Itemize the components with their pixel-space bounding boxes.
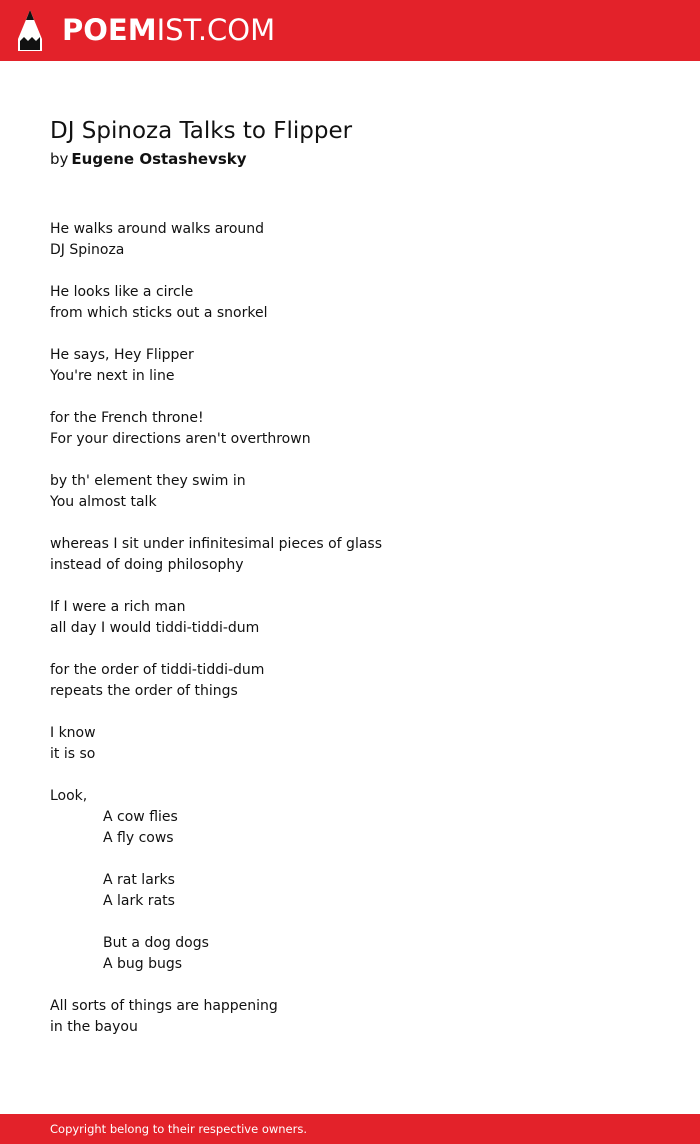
poem-stanza: [50, 723, 650, 765]
poem-stanza: [50, 870, 650, 912]
poem-line: DJ Spinoza: [50, 242, 125, 258]
poem-line: He walks around walks around: [50, 221, 265, 237]
poem-line: For your directions aren't overthrown: [50, 431, 311, 447]
poem-line: Look,: [50, 788, 88, 804]
poem-stanza: [50, 471, 650, 513]
site-logo[interactable]: [62, 10, 275, 50]
poem-line: A rat larks: [103, 872, 175, 888]
poem-line: You almost talk: [50, 494, 157, 510]
poem-line: whereas I sit under infinitesimal pieces of glass: [50, 536, 382, 552]
poem-stanza: [50, 345, 650, 387]
poem-stanza: [50, 408, 650, 450]
poem-stanza: [50, 660, 650, 702]
poem-stanza: [50, 534, 650, 576]
poem-stanza: [50, 597, 650, 639]
poem-line: You're next in line: [50, 368, 175, 384]
poem-body: [50, 219, 650, 1059]
poem-stanza: [50, 933, 650, 975]
poem-line: it is so: [50, 746, 96, 762]
pencil-tip-icon[interactable]: [16, 9, 44, 52]
byline-label: by: [50, 150, 69, 168]
poem-line: If I were a rich man: [50, 599, 186, 615]
poem-title: DJ Spinoza Talks to Flipper: [50, 118, 353, 144]
poem-stanza: [50, 807, 650, 849]
site-header: [0, 0, 700, 61]
poem-line: in the bayou: [50, 1019, 138, 1035]
poem-line: all day I would tiddi-tiddi-dum: [50, 620, 260, 636]
logo-light-text: IST.COM: [156, 13, 276, 47]
poem-stanza: [50, 282, 650, 324]
poem-line: A lark rats: [103, 893, 175, 909]
poem-line: But a dog dogs: [103, 935, 209, 951]
copyright-notice: Copyright belong to their respective owners.: [50, 1122, 308, 1136]
poem-line: He says, Hey Flipper: [50, 347, 194, 363]
poem-stanza: [50, 786, 650, 807]
poem-line: I know: [50, 725, 96, 741]
poem-stanza: [50, 219, 650, 261]
poem-line: by th' element they swim in: [50, 473, 246, 489]
poem-line: for the order of tiddi-tiddi-dum: [50, 662, 265, 678]
site-footer: [0, 1114, 700, 1144]
logo-bold-text: POEM: [62, 13, 157, 47]
poem-line: He looks like a circle: [50, 284, 194, 300]
poem-stanza: [50, 996, 650, 1038]
poem-byline: [50, 149, 247, 169]
poem-line: A fly cows: [103, 830, 174, 846]
poem-line: A cow flies: [103, 809, 178, 825]
poem-line: All sorts of things are happening: [50, 998, 278, 1014]
poem-line: for the French throne!: [50, 410, 204, 426]
poem-line: repeats the order of things: [50, 683, 238, 699]
poem-line: from which sticks out a snorkel: [50, 305, 268, 321]
poem-author: Eugene Ostashevsky: [71, 150, 247, 168]
poem-line: instead of doing philosophy: [50, 557, 244, 573]
poem-line: A bug bugs: [103, 956, 183, 972]
